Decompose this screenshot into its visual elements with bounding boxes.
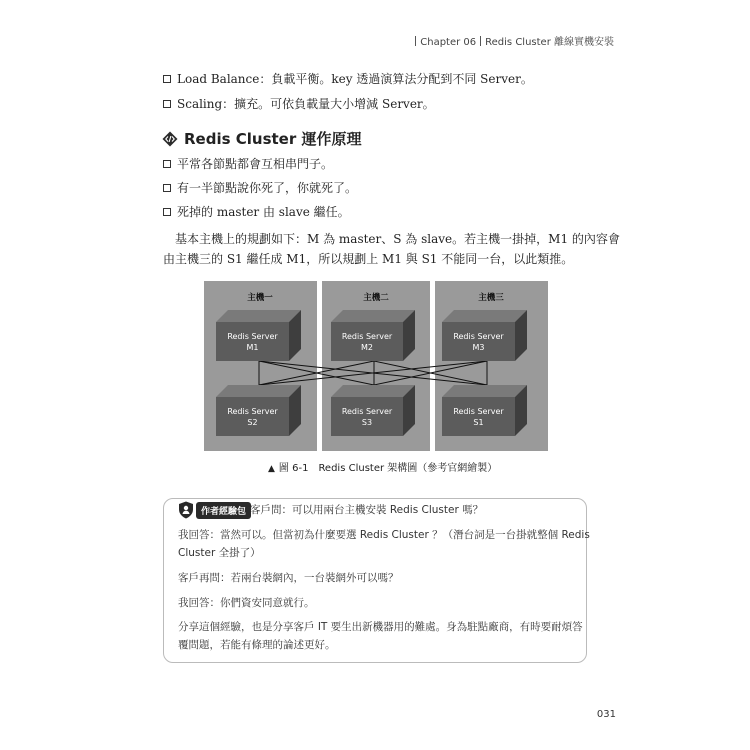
note-line: 分享這個經驗，也是分享客戶 IT 要生出新機器用的難處。身為駐點廠商，有時要耐煩答 [178,621,583,633]
cube-label: Redis Server [227,407,278,416]
paragraph-line: 由主機三的 S1 繼任成 M1，所以規劃上 M1 與 S1 不能同一台，以此類推。 [163,252,574,266]
code-tag-icon [162,131,178,147]
bullet-scaling [163,95,435,112]
caption-triangle-icon: ▲ [268,464,275,474]
cube-label: Redis Server [453,332,504,341]
page-number: 031 [596,709,616,720]
cube-id: M1 [246,343,259,352]
cube-label: Redis Server [453,407,504,416]
cube-id: S2 [247,418,258,427]
caption-text: Redis Cluster 架構圖（參考官網繪製） [318,463,498,474]
cube-id: S1 [473,418,484,427]
note-line: 客戶再問：若兩台裝網內，一台裝網外可以嗎？ [178,572,399,584]
checkbox-bullet-icon [163,75,171,83]
cube-s1 [442,385,527,436]
note-line: Cluster 全掛了） [178,547,261,559]
bullet-principle-2 [163,179,357,196]
section-heading [162,128,361,149]
note-line: 我回答：你們資安同意就行。 [178,597,315,609]
bullet-principle-1 [163,155,333,172]
bullet-load-balance [163,70,533,87]
cube-label: Redis Server [227,332,278,341]
header-chapter: Chapter 06 [420,37,477,48]
bullet-text: 死掉的 master 由 slave 繼任。 [177,205,350,219]
host-title-1: 主機一 [247,293,273,303]
note-badge [178,501,251,519]
bullet-text: 有一半節點說你死了，你就死了。 [177,181,358,195]
header-divider [415,36,416,46]
note-line: 我回答：當然可以。但當初為什麼要選 Redis Cluster ？（潛台詞是一台掛就整個 Redis [178,529,590,541]
cube-id: S3 [361,418,373,427]
bullet-principle-3 [163,203,350,220]
redis-cluster-diagram [204,281,548,455]
bullet-text: Scaling：擴充。可依負載量大小增減 Server。 [177,97,435,111]
running-header [411,33,614,48]
checkbox-bullet-icon [163,184,171,192]
cube-m2 [331,310,415,361]
author-experience-box [163,498,590,663]
cube-label: Redis Server [341,407,393,416]
caption-number: 圖 6-1 [278,463,309,474]
cube-label: Redis Server [341,332,393,341]
cube-id: M2 [361,343,373,352]
host-title-3: 主機三 [478,293,504,303]
figure-caption [268,459,497,474]
note-badge-label: 作者經驗包 [196,502,251,519]
header-divider [480,36,481,46]
body-paragraph [163,229,620,269]
checkbox-bullet-icon [163,208,171,216]
paragraph-line: 基本主機上的規劃如下：M 為 master、S 為 slave。若主機一掛掉，M1 的內容會 [175,232,620,246]
cube-id: M3 [472,343,485,352]
cube-s2 [216,385,301,436]
cube-m1 [216,310,301,361]
note-line: 覆問題，若能有條理的論述更好。 [178,639,336,651]
shield-icon [178,501,194,519]
note-line: 客戶問：可以用兩台主機安裝 Redis Cluster 嗎？ [250,504,484,516]
bullet-text: 平常各節點都會互相串門子。 [177,157,334,171]
checkbox-bullet-icon [163,100,171,108]
checkbox-bullet-icon [163,160,171,168]
header-title: Redis Cluster 離線實機安裝 [485,37,614,48]
cube-m3 [442,310,527,361]
host-title-2: 主機二 [363,293,389,303]
cube-s3 [331,385,415,436]
bullet-text: Load Balance：負載平衡。key 透過演算法分配到不同 Server。 [177,72,533,86]
section-title: Redis Cluster 運作原理 [184,130,362,148]
